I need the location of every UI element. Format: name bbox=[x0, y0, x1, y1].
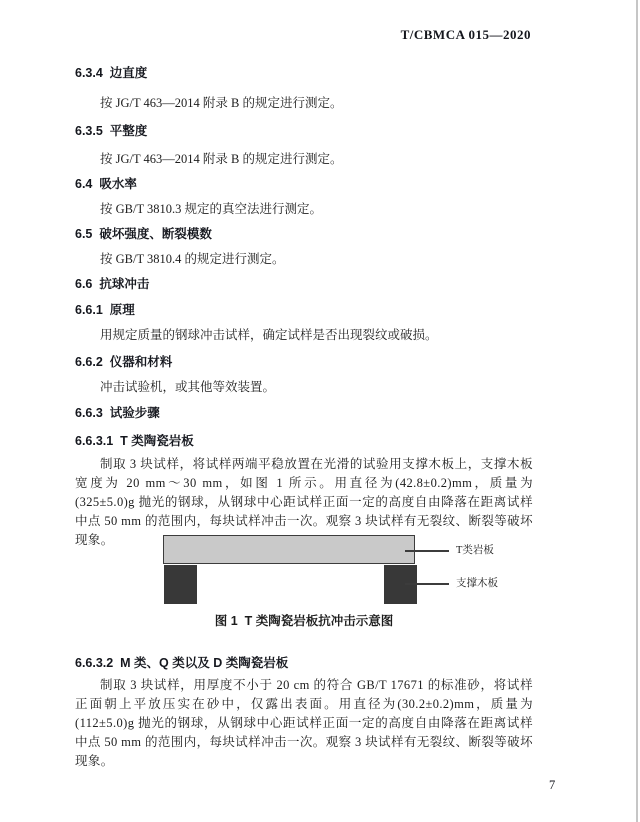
scan-edge-line bbox=[636, 0, 638, 822]
figure-label-support: 支撑木板 bbox=[456, 578, 498, 589]
figure-support-right-shape bbox=[384, 565, 417, 604]
paragraph-6.6.2: 冲击试验机，或其他等效装置。 bbox=[100, 380, 276, 394]
figure-caption: 图 1 T 类陶瓷岩板抗冲击示意图 bbox=[214, 614, 394, 628]
figure-label-slab: T类岩板 bbox=[456, 545, 494, 556]
section-heading-6.3.5: 6.3.5 平整度 bbox=[75, 124, 148, 138]
paragraph-6.3.5: 按 JG/T 463—2014 附录 B 的规定进行测定。 bbox=[100, 152, 343, 166]
section-heading-6.6.3: 6.6.3 试验步骤 bbox=[75, 406, 160, 420]
leader-line-support bbox=[405, 583, 449, 585]
section-heading-6.6.3.2: 6.6.3.2 M 类、Q 类以及 D 类陶瓷岩板 bbox=[75, 656, 289, 670]
paragraph-6.6.3.2: 制取 3 块试样，用厚度不小于 20 cm 的符合 GB/T 17671 的标准砂，将试样正面朝上平放压实在砂中，仅露出表面。用直径为(30.2±0.2)mm，质量为(112±5.0)g 抛光的钢球，从钢球中心距试样正面一定的高度自由降落在距离试样中点 50 mm 的范围内，每块试样冲击一次。观察 3 块试样有无裂纹、断裂等破坏现象。 bbox=[75, 678, 533, 768]
section-heading-6.6: 6.6 抗球冲击 bbox=[75, 277, 150, 291]
section-heading-6.6.2: 6.6.2 仪器和材料 bbox=[75, 355, 173, 369]
section-heading-6.6.1: 6.6.1 原理 bbox=[75, 303, 135, 317]
paragraph-6.4: 按 GB/T 3810.3 规定的真空法进行测定。 bbox=[100, 202, 322, 216]
figure-support-left-shape bbox=[164, 565, 197, 604]
paragraph-6.6.3.1: 制取 3 块试样，将试样两端平稳放置在光滑的试验用支撑木板上，支撑木板宽度为 20 mm～30 mm，如图 1 所示。用直径为(42.8±0.2)mm，质量为(325±5.0)g 抛光的钢球，从钢球中心距试样正面一定的高度自由降落在距离试样中点 50 mm 的范围内，每块试样冲击一次。观察 3 块试样有无裂纹、断裂等破坏现象。 bbox=[75, 457, 533, 547]
paragraph-6.3.4: 按 JG/T 463—2014 附录 B 的规定进行测定。 bbox=[100, 96, 343, 110]
section-heading-6.3.4: 6.3.4 边直度 bbox=[75, 66, 148, 80]
figure-slab-shape bbox=[163, 535, 415, 564]
section-heading-6.5: 6.5 破坏强度、断裂模数 bbox=[75, 227, 212, 241]
standard-number: T/CBMCA 015—2020 bbox=[400, 27, 531, 42]
section-heading-6.6.3.1: 6.6.3.1 T 类陶瓷岩板 bbox=[75, 434, 194, 448]
paragraph-6.5: 按 GB/T 3810.4 的规定进行测定。 bbox=[100, 252, 285, 266]
paragraph-6.6.1: 用规定质量的钢球冲击试样，确定试样是否出现裂纹或破损。 bbox=[100, 328, 438, 342]
section-heading-6.4: 6.4 吸水率 bbox=[75, 177, 137, 191]
page-number: 7 bbox=[549, 778, 556, 792]
leader-line-slab bbox=[405, 550, 449, 552]
